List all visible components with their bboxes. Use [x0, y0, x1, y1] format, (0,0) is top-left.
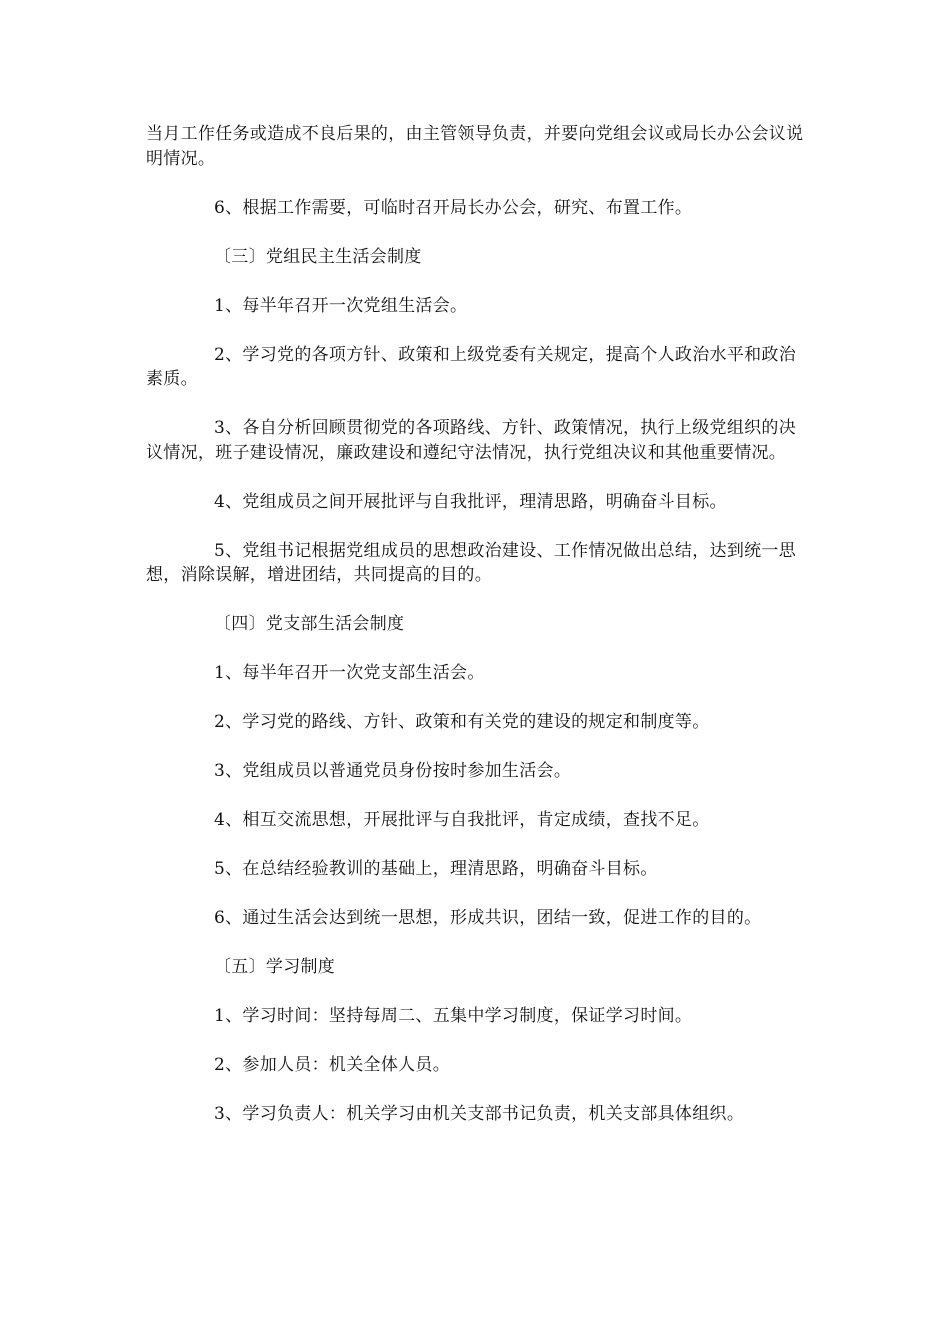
paragraph-item: 5、在总结经验教训的基础上，理清思路，明确奋斗目标。 [214, 859, 658, 879]
document-body [146, 122, 810, 1151]
paragraph-item: 6、根据工作需要，可临时召开局长办公会，研究、布置工作。 [214, 197, 693, 218]
paragraph-item: 5、党组书记根据党组成员的思想政治建设、工作情况做出总结，达到统一思想，消除误解，增进团结，共同提高的目的。 [146, 540, 797, 585]
paragraph-item: 3、学习负责人：机关学习由机关支部书记负责，机关支部具体组织。 [214, 1104, 745, 1124]
paragraph-item: 4、相互交流思想，开展批评与自我批评，肯定成绩，查找不足。 [214, 810, 710, 830]
paragraph-item: 6、通过生活会达到统一思想，形成共识，团结一致，促进工作的目的。 [214, 908, 762, 928]
paragraph-continuation: 当月工作任务或造成不良后果的，由主管领导负责，并要向党组会议或局长办公会议说明情况。 [146, 124, 804, 169]
paragraph-item: 3、各自分析回顾贯彻党的各项路线、方针、政策情况，执行上级党组织的决议情况，班子建设情况，廉政建设和遵纪守法情况，执行党组决议和其他重要情况。 [146, 418, 797, 463]
paragraph-item: 1、每半年召开一次党支部生活会。 [214, 663, 485, 683]
section-heading: 〔三〕党组民主生活会制度 [214, 246, 422, 267]
paragraph-item: 2、学习党的路线、方针、政策和有关党的建设的规定和制度等。 [214, 712, 710, 732]
paragraph-item: 4、党组成员之间开展批评与自我批评，理清思路，明确奋斗目标。 [214, 491, 727, 512]
paragraph-item: 3、党组成员以普通党员身份按时参加生活会。 [214, 761, 572, 781]
paragraph-item: 1、每半年召开一次党组生活会。 [214, 295, 468, 316]
section-heading: 〔五〕学习制度 [214, 957, 336, 977]
paragraph-item: 1、学习时间：坚持每周二、五集中学习制度，保证学习时间。 [214, 1006, 693, 1026]
section-heading: 〔四〕党支部生活会制度 [214, 614, 405, 634]
paragraph-item: 2、参加人员：机关全体人员。 [214, 1055, 451, 1075]
paragraph-item: 2、学习党的各项方针、政策和上级党委有关规定，提高个人政治水平和政治素质。 [146, 344, 797, 389]
